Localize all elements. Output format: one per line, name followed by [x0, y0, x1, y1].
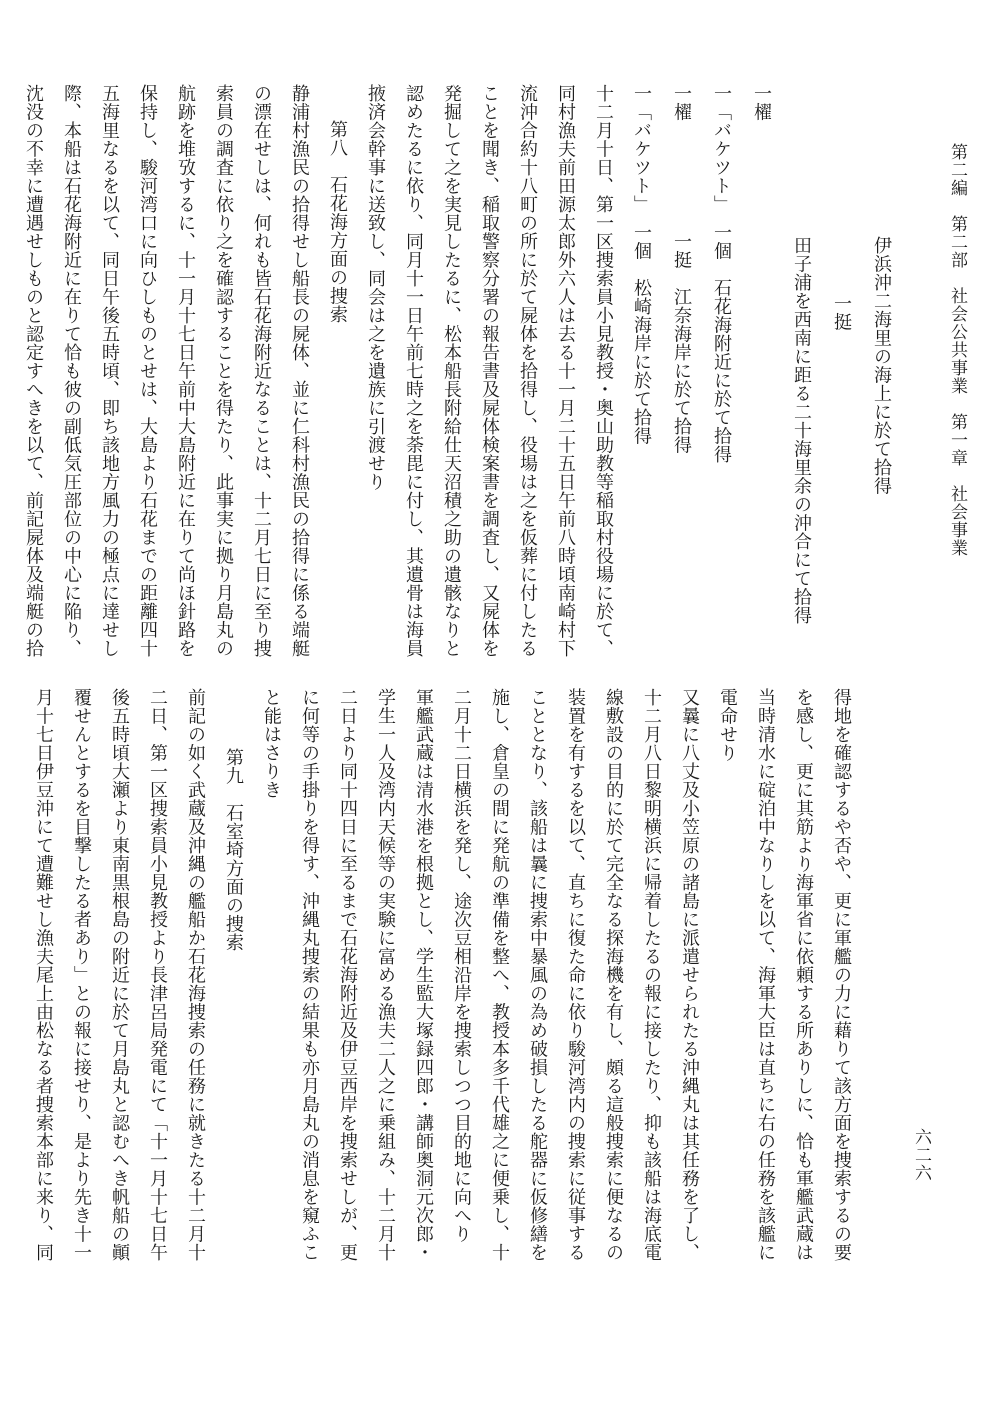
text-column: こととなり、該船は曩に捜索中暴風の為め破損したる舵器に仮修繕を: [527, 688, 548, 1262]
text-column: 二月十二日横浜を発し、途次豆相沿岸を捜索しつつ目的地に向へり: [451, 688, 472, 1243]
text-column: 索員の調査に依り之を確認することを得たり、此事実に拠り月島丸の: [213, 84, 234, 658]
text-column: ことを聞き、稲取警察分署の報告書及屍体検案書を調査し、又屍体を: [479, 84, 500, 658]
text-column: 軍艦武蔵は清水港を根拠とし、学生監大塚録四郎・講師奥洞元次郎・: [413, 688, 434, 1262]
text-column: 認めたるに依り、同月十一日午前七時之を荼毘に付し、其遺骨は海員: [403, 84, 424, 658]
text-column: と能はさりき: [261, 688, 282, 799]
text-column: 装置を有するを以て、直ちに復た命に依り駿河湾内の捜索に従事する: [565, 688, 586, 1262]
text-column: 同村漁夫前田源太郎外六人は去る十一月二十五日午前八時頃南崎村下: [555, 84, 576, 658]
text-column: 二日、第一区捜索員小見教授より長津呂局発電にて「十一月十七日午: [147, 688, 168, 1262]
text-column: 伊浜沖二海里の海上に於て拾得: [871, 236, 892, 495]
running-header: 第二編 第二部 社会公共事業 第一章 社会事業: [947, 143, 967, 557]
text-column: 前記の如く武蔵及沖縄の艦船か石花海捜索の任務に就きたる十二月十: [185, 688, 206, 1262]
text-column: 一挺: [831, 294, 852, 331]
text-column: 沈没の不幸に遭遇せしものと認定すへきを以て、前記屍体及端艇の拾: [23, 84, 44, 658]
page-number: 六二六: [911, 1128, 931, 1182]
text-column: 田子浦を西南に距る二十海里余の沖合にて拾得: [791, 236, 812, 625]
text-column: 一櫂 一挺 江奈海岸に於て拾得: [671, 84, 692, 454]
text-column: 際、本船は石花海附近に在りて恰も彼の副低気圧部位の中心に陥り、: [61, 84, 82, 658]
text-column: 電命せり: [717, 688, 738, 762]
text-column: 十二月八日黎明横浜に帰着したるの報に接したり、抑も該船は海底電: [641, 688, 662, 1262]
text-column: 線敷設の目的に於て完全なる探海機を有し、頗る這般捜索に便なるの: [603, 688, 624, 1262]
text-column: 覆せんとするを目撃したる者あり」との報に接せり、是より先き十一: [71, 688, 92, 1262]
text-column: に何等の手掛りを得す、沖縄丸捜索の結果も亦月島丸の消息を窺ふこ: [299, 688, 320, 1262]
text-column: 五海里なるを以て、同日午後五時頃、即ち該地方風力の極点に達せし: [99, 84, 120, 658]
text-column: 学生一人及湾内天候等の実験に富める漁夫二人之に乗組み、十二月十: [375, 688, 396, 1262]
text-column: 当時清水に碇泊中なりしを以て、海軍大臣は直ちに右の任務を該艦に: [755, 688, 776, 1262]
text-column: 施し、倉皇の間に発航の準備を整へ、教授本多千代雄之に便乗し、十: [489, 688, 510, 1262]
text-column: 流沖合約十八町の所に於て屍体を拾得し、役場は之を仮葬に付したる: [517, 84, 538, 658]
text-column: 月十七日伊豆沖にて遭難せし漁夫尾上由松なる者捜索本部に来り、同: [33, 688, 54, 1262]
text-column: 得地を確認するや否や、更に軍艦の力に藉りて該方面を捜索するの要: [831, 688, 852, 1262]
text-column: 発掘して之を実見したるに、松本船長附給仕天沼積之助の遺骸なりと: [441, 84, 462, 658]
text-column: 掖済会幹事に送致し、同会は之を遺族に引渡せり: [365, 84, 386, 491]
text-column: 二日より同十四日に至るまで石花海附近及伊豆西岸を捜索せしが、更: [337, 688, 358, 1262]
text-column: を感し、更に其筋より海軍省に依頼する所ありしに、恰も軍艦武蔵は: [793, 688, 814, 1262]
text-column: 又曩に八丈及小笠原の諸島に派遣せられたる沖縄丸は其任務を了し、: [679, 688, 700, 1262]
section-heading: 第八 石花海方面の捜索: [327, 120, 348, 324]
text-column: 一「バケツト」 一個 松崎海岸に於て拾得: [631, 84, 652, 445]
text-column: 保持し、駿河湾口に向ひしものとせは、大島より石花までの距離四十: [137, 84, 158, 658]
text-column: 後五時頃大瀬より東南黒根島の附近に於て月島丸と認むへき帆船の顚: [109, 688, 130, 1262]
text-column: 一櫂: [751, 84, 772, 121]
text-column: 静浦村漁民の拾得せし船長の屍体、並に仁科村漁民の拾得に係る端艇: [289, 84, 310, 658]
text-column: 航跡を堆攷するに、十一月十七日午前中大島附近に在りて尚ほ針路を: [175, 84, 196, 658]
text-column: 一「バケツト」 一個 石花海附近に於て拾得: [711, 84, 732, 464]
text-column: 十二月十日、第一区捜索員小見教授・奥山助教等稲取村役場に於て、: [593, 84, 614, 658]
text-column: の漂在せしは、何れも皆石花海附近なることは、十二月七日に至り捜: [251, 84, 272, 658]
section-heading: 第九 石室埼方面の捜索: [223, 748, 244, 952]
